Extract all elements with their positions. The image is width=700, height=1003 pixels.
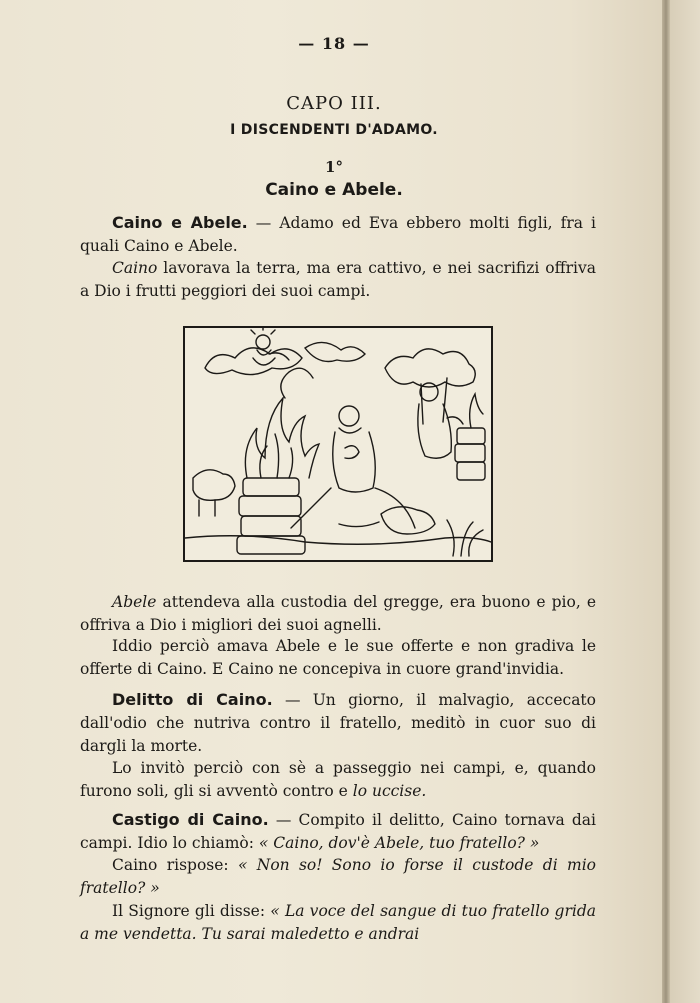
name-caino: Caino — [112, 259, 158, 277]
name-abele: Abele — [112, 593, 157, 611]
quote-text: « La voce del sangue di tuo fratello grida a me vendetta. Tu sarai maledetto e andrai — [80, 902, 597, 943]
paragraph-text: Il Signore gli disse: — [112, 902, 271, 920]
lesson-title: Caino e Abele. — [265, 180, 403, 200]
quote-text: « Caino, dov'è Abele, tuo fratello? » — [258, 834, 540, 852]
page-gutter — [662, 0, 670, 1003]
paragraph-caino-e-abele — [80, 211, 596, 258]
italic-phrase: lo uccise. — [352, 782, 427, 800]
section-title: I DISCENDENTI D'ADAMO. — [230, 122, 438, 138]
paragraph-caino — [80, 257, 596, 303]
page-number: — 18 — — [298, 34, 370, 53]
chapter-heading: CAPO III. — [286, 93, 382, 114]
paragraph-text: Lo invitò perciò con sè a passeggio nei campi, e, quando furono soli, gli si avventò contro e — [80, 759, 596, 800]
paragraph-text: Caino rispose: — [112, 856, 238, 874]
paragraph-lead: Delitto di Caino. — [112, 690, 273, 709]
paragraph-castigo — [80, 808, 596, 855]
paragraph-risposta — [80, 854, 596, 900]
paragraph-text: lavorava la terra, ma era cattivo, e nei sacrifizi offriva a Dio i frutti peggiori dei suoi campi. — [80, 259, 596, 300]
engraving-art — [185, 328, 491, 560]
quote-text: « Non so! Sono io forse il custode di mio fratello? » — [80, 856, 596, 897]
paragraph-text: attendeva alla custodia del gregge, era buono e pio, e offriva a Dio i migliori dei suoi agnelli. — [80, 593, 596, 634]
adjacent-page-edge — [670, 0, 700, 1003]
paragraph-text: — Compito il delitto, Caino tornava dai campi. Idio lo chiamò: — [80, 811, 596, 852]
paragraph-abele — [80, 591, 596, 637]
paragraph-iddio — [80, 635, 596, 681]
paragraph-lead: Caino e Abele. — [112, 213, 248, 232]
illustration-sacrifice — [183, 326, 493, 562]
paragraph-text: Iddio perciò amava Abele e le sue offerte e non gradiva le offerte di Caino. E Caino ne concepiva in cuore grand'invidia. — [80, 637, 596, 678]
paragraph-text: — Adamo ed Eva ebbero molti figli, fra i quali Caino e Abele. — [80, 214, 597, 255]
lesson-number: 1° — [325, 158, 343, 176]
paragraph-text: — Un giorno, il malvagio, accecato dall'odio che nutriva contro il fratello, meditò in cuor suo di dargli la morte. — [80, 691, 596, 755]
paragraph-lead: Castigo di Caino. — [112, 810, 269, 829]
paragraph-delitto — [80, 688, 596, 758]
paragraph-signore — [80, 900, 596, 946]
paragraph-invito — [80, 757, 596, 803]
